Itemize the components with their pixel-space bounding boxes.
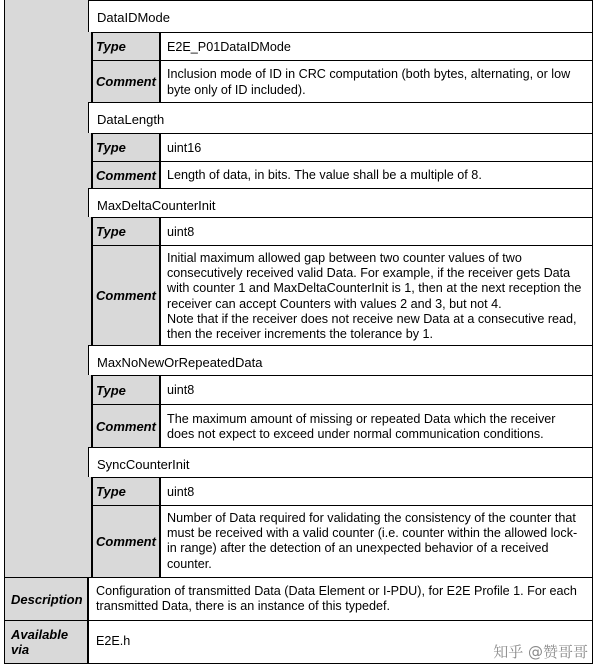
available-via-value: E2E.h xyxy=(88,620,593,664)
field-name-row xyxy=(88,188,593,218)
comment-value: Length of data, in bits. The value shall be a multiple of 8. xyxy=(160,161,593,189)
type-value: uint8 xyxy=(160,375,593,405)
comment-row xyxy=(88,60,593,103)
type-value: uint8 xyxy=(160,217,593,246)
type-label: Type xyxy=(92,375,160,405)
field-name: DataIDMode xyxy=(97,10,170,25)
comment-row xyxy=(88,505,593,578)
field-name-row xyxy=(88,0,593,33)
type-row xyxy=(88,32,593,61)
field-name: SyncCounterInit xyxy=(97,457,190,472)
type-row xyxy=(88,477,593,506)
type-value: uint8 xyxy=(160,477,593,506)
type-label: Type xyxy=(92,32,160,61)
outer-label-column xyxy=(4,0,90,578)
watermark: 知乎 @赞哥哥 xyxy=(493,643,588,661)
type-row xyxy=(88,217,593,246)
field-name-row xyxy=(88,345,593,376)
type-value: uint16 xyxy=(160,133,593,162)
comment-label: Comment xyxy=(92,505,160,578)
type-label: Type xyxy=(92,217,160,246)
description-value: Configuration of transmitted Data (Data Element or I-PDU), for E2E Profile 1. For each transmitted Data, there is an instance of this typedef. xyxy=(88,577,593,621)
field-name-row xyxy=(88,447,593,478)
type-label: Type xyxy=(92,477,160,506)
description-label: Description xyxy=(4,577,88,621)
comment-label: Comment xyxy=(92,245,160,346)
field-name-row xyxy=(88,102,593,134)
comment-row xyxy=(88,245,593,346)
comment-label: Comment xyxy=(92,60,160,103)
available-via-label: Available via xyxy=(4,620,88,664)
field-name: DataLength xyxy=(97,112,165,127)
comment-label: Comment xyxy=(92,161,160,189)
comment-row xyxy=(88,404,593,448)
comment-label: Comment xyxy=(92,404,160,448)
comment-row xyxy=(88,161,593,189)
type-row xyxy=(88,375,593,405)
field-name: MaxNoNewOrRepeatedData xyxy=(97,355,263,370)
type-row xyxy=(88,133,593,162)
type-value: E2E_P01DataIDMode xyxy=(160,32,593,61)
type-label: Type xyxy=(92,133,160,162)
field-name: MaxDeltaCounterInit xyxy=(97,198,216,213)
comment-value: Number of Data required for validating the consistency of the counter that must be received with a valid counter (i.e. counter within the allowed lock-in range) after the detection of an unexpected behavior of a received counter. xyxy=(160,505,593,578)
comment-value: Initial maximum allowed gap between two counter values of two consecutively received valid Data. For example, if the receiver gets Data with counter 1 and MaxDeltaCounterInit is 1, then at the next reception the receiver can accept Counters with values 2 and 3, but not 4. Note that if the receiver does not receive new Data at a consecutive read, then the receiver increments the tolerance by 1. xyxy=(160,245,593,346)
comment-value: The maximum amount of missing or repeated Data which the receiver does not expect to exceed under normal communication conditions. xyxy=(160,404,593,448)
comment-value: Inclusion mode of ID in CRC computation (both bytes, alternating, or low byte only of ID included). xyxy=(160,60,593,103)
